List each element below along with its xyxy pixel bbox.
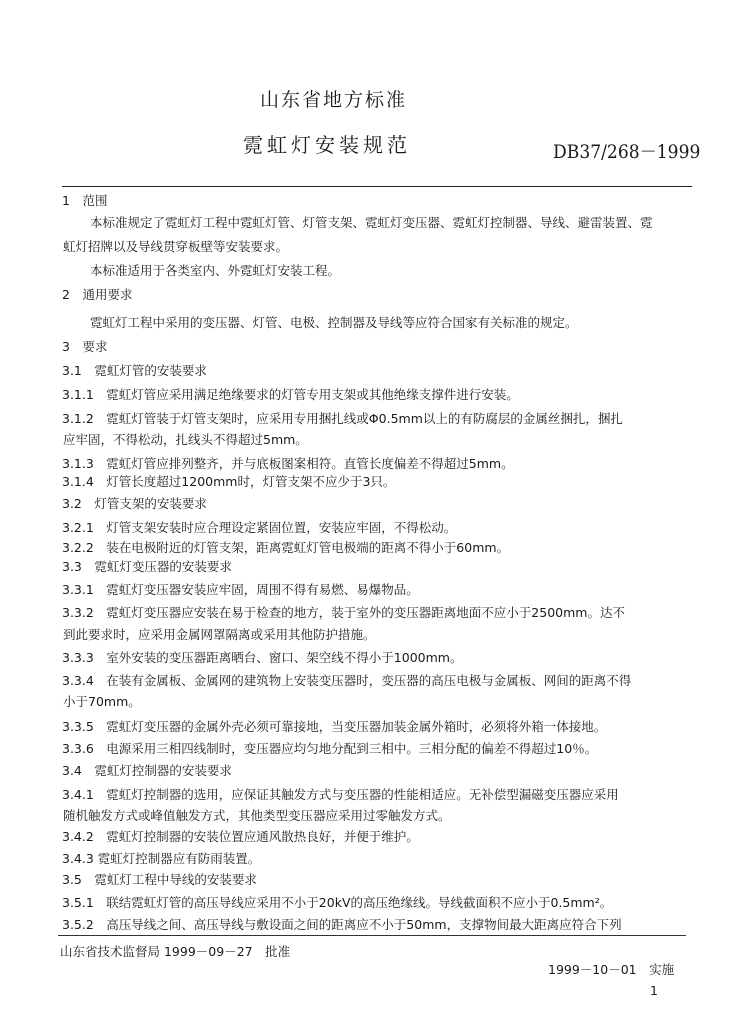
approval-line: 山东省技术监督局 1999－09－27 批准 [60, 944, 291, 959]
clause-line: 3.5.1 联结霓虹灯管的高压导线应采用不小于20kV的高压绝缘线。导线截面积不应小于0.5mm²。 [62, 895, 613, 910]
clause-line: 3.3.5 霓虹灯变压器的金属外壳必须可靠接地，当变压器加装金属外箱时，必须将外箱一体接地。 [62, 719, 607, 734]
clause-continuation: 小于70mm。 [63, 694, 141, 709]
implementation-line: 1999－10－01 实施 [548, 962, 675, 977]
clause-line: 3.1.2 霓虹灯管装于灯管支架时，应采用专用捆扎线或Φ0.5mm以上的有防腐层的金属丝捆扎，捆扎 [62, 411, 623, 426]
subsection-heading: 3.3 霓虹灯变压器的安装要求 [62, 559, 232, 574]
header-rule [62, 186, 692, 187]
body-line: 本标准规定了霓虹灯工程中霓虹灯管、灯管支架、霓虹灯变压器、霓虹灯控制器、导线、避雷装置、霓 [90, 215, 653, 230]
clause-line: 3.4.3 霓虹灯控制器应有防雨装置。 [62, 851, 261, 866]
clause-line: 3.5.2 高压导线之间、高压导线与敷设面之间的距离应不小于50mm，支撑物间最大距离应符合下列 [62, 917, 622, 932]
body-line: 虹灯招牌以及导线贯穿板壁等安装要求。 [63, 239, 289, 254]
subsection-heading: 3.1 霓虹灯管的安装要求 [62, 363, 207, 378]
clause-continuation: 随机触发方式或峰值触发方式，其他类型变压器应采用过零触发方式。 [63, 808, 451, 823]
clause-line: 3.2.1 灯管支架安装时应合理设定紧固位置，安装应牢固，不得松动。 [62, 520, 457, 535]
clause-line: 3.4.2 霓虹灯控制器的安装位置应通风散热良好，并便于维护。 [62, 829, 419, 844]
clause-line: 3.2.2 装在电极附近的灯管支架，距离霓虹灯管电极端的距离不得小于60mm。 [62, 540, 510, 555]
clause-line: 3.3.3 室外安装的变压器距离晒台、窗口、架空线不得小于1000mm。 [62, 650, 463, 665]
page-number: 1 [650, 983, 658, 998]
clause-line: 3.3.1 霓虹灯变压器安装应牢固，周围不得有易燃、易爆物品。 [62, 582, 419, 597]
section-heading: 3 要求 [62, 339, 108, 354]
clause-line: 3.3.4 在装有金属板、金属网的建筑物上安装变压器时，变压器的高压电极与金属板、网间的距离不得 [62, 673, 632, 688]
body-line: 霓虹灯工程中采用的变压器、灯管、电极、控制器及导线等应符合国家有关标准的规定。 [90, 315, 578, 330]
clause-line: 3.3.2 霓虹灯变压器应安装在易于检查的地方，装于室外的变压器距离地面不应小于2500mm。达不 [62, 605, 625, 620]
standard-code: DB37/268－1999 [553, 141, 701, 163]
subsection-heading: 3.2 灯管支架的安装要求 [62, 496, 207, 511]
document-title: 霓虹灯安装规范 [243, 133, 411, 157]
footer-rule [58, 935, 686, 936]
subsection-heading: 3.5 霓虹灯工程中导线的安装要求 [62, 872, 257, 887]
clause-continuation: 到此要求时，应采用金属网罩隔离或采用其他防护措施。 [63, 627, 376, 642]
clause-continuation: 应牢固，不得松动，扎线头不得超过5mm。 [63, 432, 308, 447]
clause-line: 3.4.1 霓虹灯控制器的选用，应保证其触发方式与变压器的性能相适应。无补偿型漏磁变压器应采用 [62, 787, 619, 802]
clause-line: 3.3.6 电源采用三相四线制时，变压器应均匀地分配到三相中。三相分配的偏差不得超过10％。 [62, 741, 598, 756]
clause-line: 3.1.1 霓虹灯管应采用满足绝缘要求的灯管专用支架或其他绝缘支撑件进行安装。 [62, 387, 519, 402]
body-line: 本标准适用于各类室内、外霓虹灯安装工程。 [90, 263, 341, 278]
clause-line: 3.1.4 灯管长度超过1200mm时，灯管支架不应少于3只。 [62, 474, 396, 489]
subsection-heading: 3.4 霓虹灯控制器的安装要求 [62, 763, 232, 778]
standard-type-heading: 山东省地方标准 [260, 89, 408, 111]
section-heading: 1 范围 [62, 193, 108, 208]
section-heading: 2 通用要求 [62, 287, 133, 302]
clause-line: 3.1.3 霓虹灯管应排列整齐，并与底板图案相符。直管长度偏差不得超过5mm。 [62, 456, 514, 471]
